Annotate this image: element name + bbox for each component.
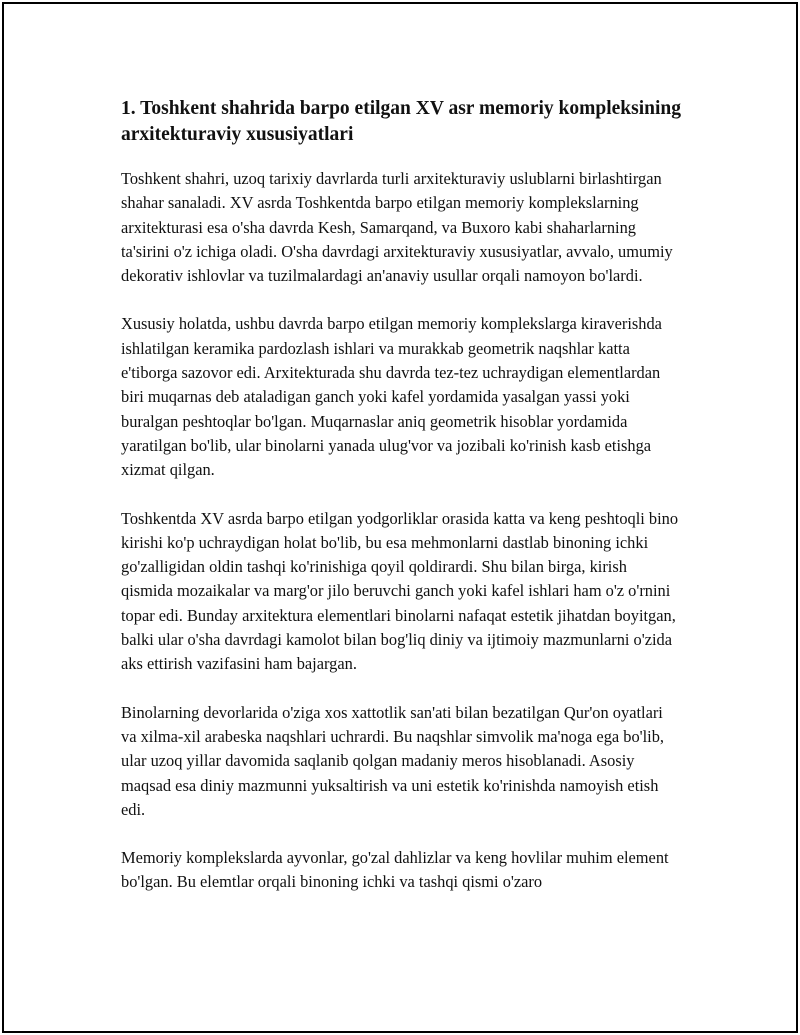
paragraph: Toshkentda XV asrda barpo etilgan yodgorliklar orasida katta va keng peshtoqli bino kirishi ko'p uchraydigan holat bo'lib, bu esa mehmonlarni dastlab binoning ichki go'zalligidan oldin tashqi ko'rinishiga qoyil qoldirardi. Shu bilan birga, kirish qismida mozaikalar va marg'or jilo beruvchi ganch yoki kafel ishlari ham o'z o'rnini topar edi. Bunday arxitektura elementlari binolarni nafaqat estetik jihatdan boyitgan, balki ular o'sha davrdagi kamolot bilan bog'liq diniy va ijtimoiy mazmunlarni o'zida aks ettirish vazifasini ham bajargan.	[121, 508, 679, 674]
paragraph: Binolarning devorlarida o'ziga xos xattotlik san'ati bilan bezatilgan Qur'on oyatlari va xilma-xil arabeska naqshlari uchrardi. Bu naqshlar simvolik ma'noga ega bo'lib, ular uzoq yillar davomida saqlanib qolgan madaniy meros hisoblanadi. Asosiy maqsad esa diniy mazmunni yuksaltirish va uni estetik ko'rinishda namoyish etish edi.	[121, 702, 665, 819]
page-frame	[2, 2, 798, 1033]
document-body	[121, 96, 681, 919]
paragraph: Memoriy komplekslarda ayvonlar, go'zal dahlizlar va keng hovlilar muhim element bo'lgan. Bu elemtlar orqali binoning ichki va tashqi qismi o'zaro	[121, 848, 669, 892]
section-heading: 1. Toshkent shahrida barpo etilgan XV asr memoriy kompleksining arxitekturaviy xususiyatlari	[121, 98, 682, 145]
paragraph: Xususiy holatda, ushbu davrda barpo etilgan memoriy komplekslarga kiraverishda ishlatilgan keramika pardozlash ishlari va murakkab geometrik naqshlar katta e'tiborga sazovor edi. Arxitekturada shu davrda tez-tez uchraydigan elementlardan biri muqarnas deb ataladigan ganch yoki kafel yordamida yasalgan yassi yoki buralgan peshtoqlar bo'lgan. Muqarnaslar aniq geometrik hisoblar yordamida yaratilgan bo'lib, ular binolarni yanada ulug'vor va jozibali ko'rinish kasb etishga xizmat qilgan.	[121, 314, 662, 480]
paragraph: Toshkent shahri, uzoq tarixiy davrlarda turli arxitekturaviy uslublarni birlashtirgan shahar sanaladi. XV asrda Toshkentda barpo etilgan memoriy komplekslarning arxitekturasi esa o'sha davrda Kesh, Samarqand, va Buxoro kabi shaharlarning ta'sirini o'z ichiga oladi. O'sha davrdagi arxitekturaviy xususiyatlar, avvalo, umumiy dekorativ ishlovlar va tuzilmalardagi an'anaviy usullar orqali namoyon bo'lardi.	[121, 169, 673, 286]
